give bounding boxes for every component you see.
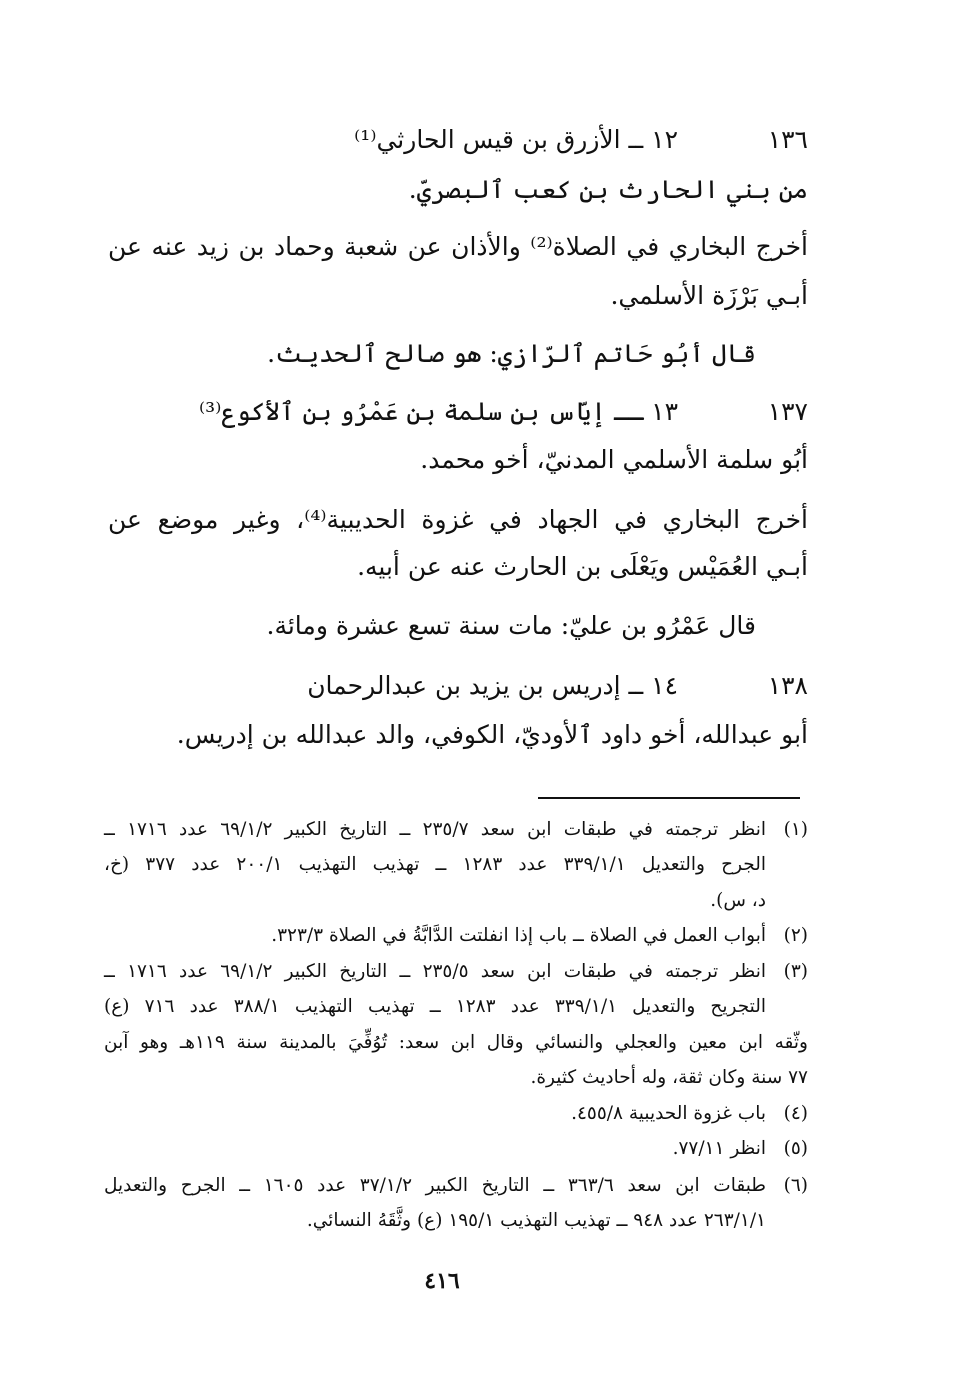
footnote-line: انظر ترجمته في طبقات ابن سعد ٢٣٥/٥ ــ التاريخ الكبير ٦٩/١/٢ عدد ١٧١٦ ــ xyxy=(104,961,766,982)
footnote-line: انظر ترجمته في طبقات ابن سعد ٢٣٥/٧ ــ التاريخ الكبير ٦٩/١/٢ عدد ١٧١٦ ــ xyxy=(104,819,766,840)
footnote-mark: (١) xyxy=(783,819,808,840)
entry-line: أبُو سلمة الأسلمي المدنيّ، أخو محمد. xyxy=(420,445,808,474)
footnote-separator xyxy=(538,797,800,799)
entry-line: أبـي العُمَيْس ويَعْلَى بن الحارث عنه عن أبيه. xyxy=(357,552,808,581)
entry-line: أخرج البخاري في الجهاد في غزوة الحديبية⁽⁴⁾، وغير موضع عن xyxy=(108,505,808,534)
entry-header xyxy=(128,123,808,157)
footnote-line: باب غزوة الحديبية ٤٥٥/٨. xyxy=(571,1103,766,1124)
entry-line: قال عَمْرُو بن عليّ: مات سنة تسع عشرة ومائة. xyxy=(266,611,756,640)
footnote-mark: (٦) xyxy=(783,1175,808,1196)
footnote-line: الجرح والتعديل ٣٣٩/١/١ عدد ١٢٨٣ ــ تهذيب التهذيب ٢٠٠/١ عدد ٣٧٧ (خ، xyxy=(104,854,767,875)
footnote-line: أبواب العمل في الصلاة ــ باب إذا انفلتت الدَّابَّةُ في الصلاة ٣٢٣/٣. xyxy=(271,925,766,946)
footnote-line: ٢٦٣/١/١ عدد ٩٤٨ ــ تهذيب التهذيب ١٩٥/١ (ع) وثَّقَهُ النسائي. xyxy=(306,1210,766,1231)
entry-title: ١٤ ــ إدريس بن يزيد بن عبدالرحمان xyxy=(307,671,678,700)
footnote-mark: (٣) xyxy=(783,961,808,982)
footnote-mark: (٥) xyxy=(783,1138,808,1159)
entry-line: أخرج البخاري في الصلاة⁽²⁾ والأذان عن شعبة وحماد بن زيد عنه عن xyxy=(108,232,808,261)
entry-line: من بني الحارث بن كعب ٱلبصريّ. xyxy=(408,175,808,204)
footnote-line: د، س). xyxy=(710,890,766,911)
footnote-line: ٧٧ سنة وكان ثقة، وله أحاديث كثيرة. xyxy=(530,1067,808,1088)
entry-index: ١٣٦ xyxy=(767,125,808,154)
footnote-line: انظر ٧٧/١١. xyxy=(672,1138,766,1159)
entry-index: ١٣٨ xyxy=(767,671,808,700)
entry-title: ١٢ ــ الأزرق بن قيس الحارثي⁽¹⁾ xyxy=(354,125,678,154)
entry-line: أبـي بَرْزَة الأسلمي. xyxy=(610,281,808,310)
entry-title: ١٣ ــ إيّاس بن سلمة بن عَمْرُو بن ٱلأكوع⁽³⁾ xyxy=(199,397,678,426)
page-number: ٤١٦ xyxy=(424,1268,460,1294)
footnote-line: وثّقه ابن معين والعجلي والنسائي وقال ابن سعد: تُوُفِّيَ بالمدينة سنة ١١٩هـ وهو آبن xyxy=(104,1032,808,1053)
entry-line: قال أبُو حَاتم ٱلرّازي: هو صالح ٱلحديث. xyxy=(267,339,756,368)
entry-index: ١٣٧ xyxy=(767,397,808,426)
entry-header xyxy=(128,669,808,703)
entry-line: أبو عبدالله، أخو داود ٱلأوديّ، الكوفي، والد عبدالله بن إدريس. xyxy=(176,720,808,749)
footnote-line: التجريح والتعديل ٣٣٩/١/١ عدد ١٢٨٣ ــ تهذيب التهذيب ٣٨٨/١ عدد ٧١٦ (ع) xyxy=(104,996,767,1017)
entry-header xyxy=(128,395,808,429)
footnote-mark: (٤) xyxy=(783,1103,808,1124)
footnote-mark: (٢) xyxy=(783,925,808,946)
footnote-line: طبقات ابن سعد ٣٦٣/٦ ــ التاريخ الكبير ٣٧/١/٢ عدد ١٦٠٥ ــ الجرح والتعديل xyxy=(104,1175,767,1196)
